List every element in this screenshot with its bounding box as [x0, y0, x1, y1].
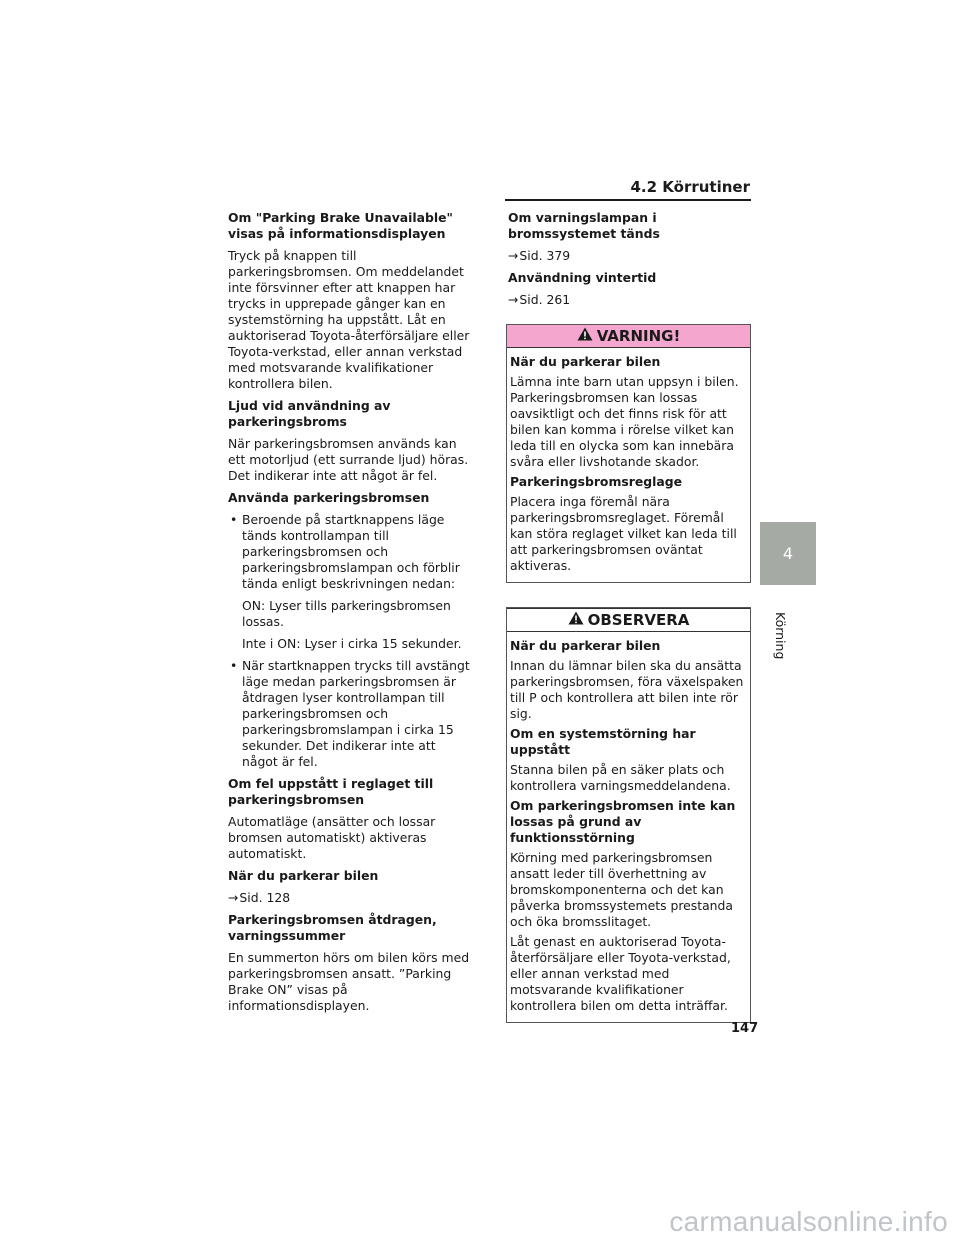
notice-paragraph-dealer: Låt genast en auktoriserad Toyota-återförsäljare eller Toyota-verkstad, eller annan verkstad med motsvarande kvalifikationer kontrollera bilen om detta inträffar.: [510, 934, 731, 1013]
header-rule: [505, 199, 751, 201]
paragraph-unavailable: Tryck på knappen till parkeringsbromsen. Om meddelandet inte försvinner efter att knappen har trycks in upprepade gånger kan en systemstörning ha uppstått. Låt en auktoriserad Toyota-återförsäljare eller Toyota-verkstad, eller annan verkstad med motsvarande kvalifikationer kontrollera bilen.: [228, 248, 470, 391]
warning-title: [507, 325, 750, 348]
notice-box: [506, 607, 751, 1023]
watermark: carmanualsonline.info: [669, 1206, 948, 1237]
heading-parking-brake-unavailable: Om "Parking Brake Unavailable" visas på informationsdisplayen: [228, 210, 453, 241]
warning-triangle-icon: [577, 327, 593, 346]
warning-body: [507, 348, 750, 582]
warning-paragraph-parking: Lämna inte barn utan uppsyn i bilen. Parkeringsbromsen kan lossas oavsiktligt och det finns risk för att bilen kan komma i rörelse vilket kan leda till en olycka som kan innebära svåra eller livshotande skador.: [510, 374, 739, 469]
chapter-number: 4: [782, 544, 794, 563]
paragraph-buzzer: En summerton hörs om bilen körs med parkeringsbromsen ansatt. ”Parking Brake ON” visas på informationsdisplayen.: [228, 950, 470, 1013]
section-title: 4.2 Körrutiner: [630, 178, 750, 196]
page-reference-text: Sid. 261: [519, 292, 571, 307]
page-reference-379[interactable]: [508, 248, 750, 264]
heading-parking: När du parkerar bilen: [228, 868, 379, 883]
chapter-tab[interactable]: [760, 522, 816, 585]
heading-sound: Ljud vid användning av parkeringsbroms: [228, 398, 391, 429]
heading-control-fault: Om fel uppstått i reglaget till parkeringsbromsen: [228, 776, 434, 807]
notice-body: [507, 632, 750, 1022]
notice-heading-cannot-release: Om parkeringsbromsen inte kan lossas på grund av funktionsstörning: [510, 798, 736, 845]
heading-brake-warning-light: Om varningslampan i bromssystemet tänds: [508, 210, 660, 241]
right-column: [508, 210, 750, 1023]
page-reference-128[interactable]: [228, 890, 474, 906]
bullet-sub-not-on: Inte i ON: Lyser i cirka 15 sekunder.: [242, 636, 462, 651]
notice-paragraph-fault: Stanna bilen på en säker plats och kontrollera varningsmeddelandena.: [510, 762, 731, 793]
left-column: [228, 210, 474, 1020]
arrow-right-icon: →: [508, 292, 519, 307]
page-reference-261[interactable]: [508, 292, 750, 308]
heading-using-brake: Använda parkeringsbromsen: [228, 490, 430, 505]
notice-paragraph-parking: Innan du lämnar bilen ska du ansätta parkeringsbromsen, föra växelspaken till P och kontrollera att bilen inte rör sig.: [510, 658, 744, 721]
bullet-item-2: • När startknappen trycks till avstängt läge medan parkeringsbromsen är åtdragen lyser kontrollampan till parkeringsbromsen och parkeringsbromslampan i cirka 15 sekunder. Det indikerar inte att något är fel.: [228, 658, 474, 770]
page-number: 147: [731, 1021, 759, 1036]
bullet-item-1: • Beroende på startknappens läge tänds kontrollampan till parkeringsbromsen och parkeringsbromslampan och förblir tända enligt beskrivningen nedan:: [228, 512, 474, 592]
warning-box: [506, 324, 751, 583]
warning-heading-control: Parkeringsbromsreglage: [510, 474, 682, 489]
heading-winter-use: Användning vintertid: [508, 270, 657, 285]
warning-title-text: VARNING!: [596, 327, 681, 345]
warning-paragraph-control: Placera inga föremål nära parkeringsbromsreglaget. Föremål kan störa reglaget vilket kan leda till att parkeringsbromsen oväntat aktiveras.: [510, 494, 737, 573]
warning-triangle-icon: [568, 611, 584, 630]
warning-heading-parking: När du parkerar bilen: [510, 354, 661, 369]
bullet-sub-on: ON: Lyser tills parkeringsbromsen lossas.: [242, 598, 451, 629]
notice-heading-parking: När du parkerar bilen: [510, 638, 661, 653]
paragraph-control-fault: Automatläge (ansätter och lossar bromsen automatiskt) aktiveras automatiskt.: [228, 814, 436, 861]
arrow-right-icon: →: [228, 890, 239, 905]
notice-title: [507, 608, 750, 632]
heading-buzzer: Parkeringsbromsen åtdragen, varningssummer: [228, 912, 437, 943]
arrow-right-icon: →: [508, 248, 519, 263]
page-reference-text: Sid. 128: [239, 890, 291, 905]
notice-paragraph-overheat: Körning med parkeringsbromsen ansatt leder till överhettning av bromskomponenterna och det kan påverka bromssystemets prestanda och öka bromsslitaget.: [510, 850, 733, 929]
paragraph-sound: När parkeringsbromsen används kan ett motorljud (ett surrande ljud) höras. Det indikerar inte att något är fel.: [228, 436, 469, 483]
notice-heading-fault: Om en systemstörning har uppstått: [510, 726, 696, 757]
page-reference-text: Sid. 379: [519, 248, 571, 263]
notice-title-text: OBSERVERA: [587, 611, 690, 629]
chapter-label: Körning: [773, 612, 788, 660]
